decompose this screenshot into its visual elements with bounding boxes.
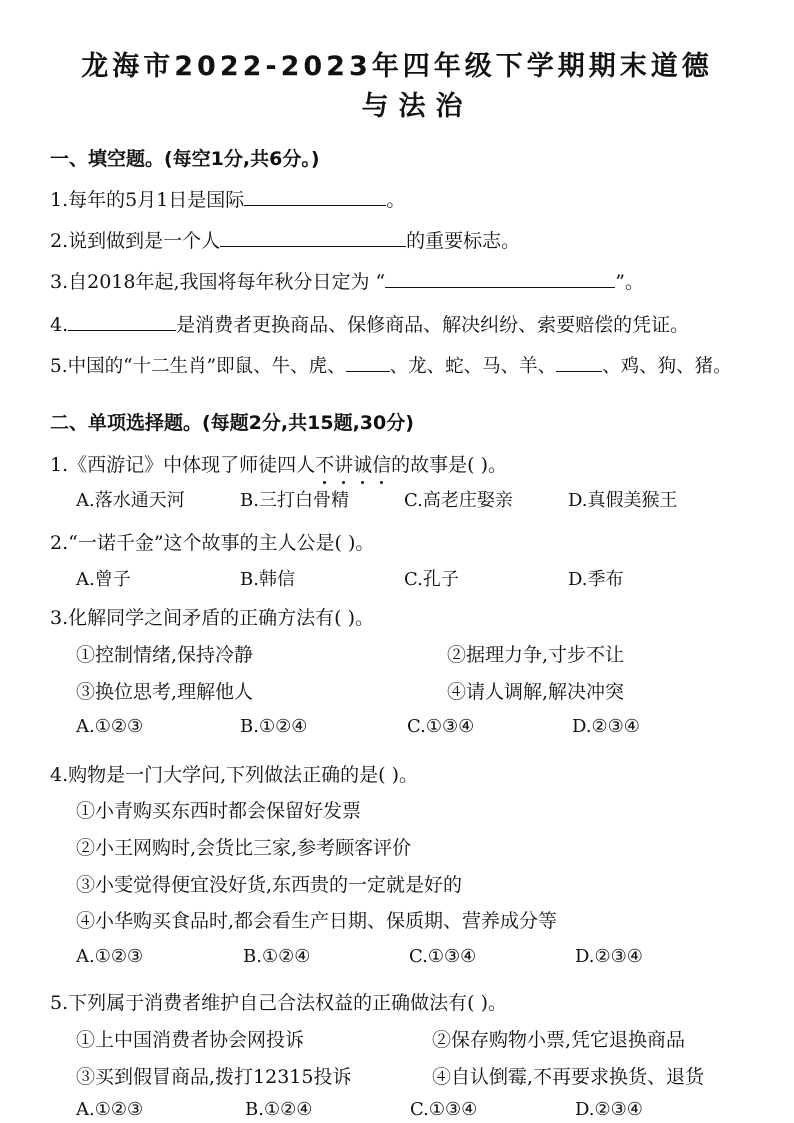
statement-item: ④自认倒霉,不再要求换货、退货 [432, 1066, 705, 1088]
choice-question-1-options [0, 486, 794, 510]
statement-item: ②小王网购时,会货比三家,参考顾客评价 [76, 837, 412, 859]
q4-text-before: 4. [50, 314, 69, 336]
option-b[interactable]: B.韩信 [240, 569, 295, 590]
statement-item: ①小青购买东西时都会保留好发票 [76, 800, 362, 822]
emphasis-dot [380, 481, 383, 484]
choice-question-5-stem: 5.下列属于消费者维护自己合法权益的正确做法有( )。 [50, 992, 507, 1014]
answer-blank[interactable] [220, 227, 406, 247]
option-b[interactable]: B.①②④ [240, 716, 308, 737]
statement-item: ①控制情绪,保持冷静 [76, 644, 254, 666]
option-b[interactable]: B.三打白骨精 [240, 490, 349, 511]
statement-item: ②据理力争,寸步不让 [447, 644, 625, 666]
exam-title-line1: 龙海市2022-2023年四年级下学期期末道德 [81, 51, 713, 82]
option-a[interactable]: A.①②③ [76, 1099, 144, 1120]
fill-question-5 [50, 352, 732, 378]
option-d[interactable]: D.②③④ [575, 946, 643, 967]
choice-question-3-stem: 3.化解同学之间矛盾的正确方法有( )。 [50, 607, 374, 629]
choice-question-2-stem: 2.“一诺千金”这个故事的主人公是( )。 [50, 532, 375, 554]
section1-heading: 一、填空题。(每空1分,共6分。) [50, 148, 320, 170]
statement-item: ③换位思考,理解他人 [76, 681, 254, 703]
option-d[interactable]: D.②③④ [575, 1099, 643, 1120]
option-c[interactable]: C.高老庄娶亲 [404, 490, 513, 511]
choice-question-2-options [0, 565, 794, 589]
emphasis-dot [323, 481, 326, 484]
answer-blank[interactable] [385, 268, 615, 288]
emphasis-words: 不讲诚信 [315, 454, 392, 476]
option-c[interactable]: C.孔子 [404, 569, 459, 590]
fill-question-3 [50, 267, 644, 294]
q3-text-before: 3.自2018年起,我国将每年秋分日定为 “ [50, 271, 386, 293]
option-a[interactable]: A.曾子 [76, 569, 131, 590]
choice-question-3-options [0, 716, 794, 740]
fill-question-2 [50, 226, 520, 253]
option-a[interactable]: A.①②③ [76, 946, 144, 967]
statement-item: ④小华购买食品时,都会看生产日期、保质期、营养成分等 [76, 910, 558, 932]
choice-question-1-stem [50, 450, 507, 477]
option-d[interactable]: D.真假美猴王 [568, 490, 678, 511]
option-a[interactable]: A.①②③ [76, 716, 144, 737]
answer-blank[interactable] [556, 352, 602, 372]
q3-text-after: ”。 [615, 271, 644, 293]
option-d[interactable]: D.季布 [568, 569, 624, 590]
fill-question-4 [50, 310, 689, 337]
stem-text: 1.《西游记》中体现了师徒四人 [50, 454, 316, 476]
statement-item: ①上中国消费者协会网投诉 [76, 1029, 305, 1051]
option-b[interactable]: B.①②④ [243, 946, 311, 967]
statement-item: ③小雯觉得便宜没好货,东西贵的一定就是好的 [76, 874, 463, 896]
emphasis-dot [361, 481, 364, 484]
option-a[interactable]: A.落水通天河 [76, 490, 185, 511]
section2-heading: 二、单项选择题。(每题2分,共15题,30分) [50, 412, 414, 434]
emphasized-text [315, 454, 391, 476]
q5-text-before: 5.中国的“十二生肖”即鼠、牛、虎、 [50, 356, 346, 377]
choice-question-5-options [0, 1099, 794, 1123]
choice-question-4-options [0, 946, 794, 970]
exam-title-line2: 与法治 [361, 91, 473, 122]
choice-question-4-stem: 4.购物是一门大学问,下列做法正确的是( )。 [50, 764, 419, 786]
option-c[interactable]: C.①③④ [407, 716, 475, 737]
option-c[interactable]: C.①③④ [409, 946, 477, 967]
emphasis-dot [342, 481, 345, 484]
q5-text-middle: 、龙、蛇、马、羊、 [389, 356, 557, 377]
q1-text-after: 。 [386, 189, 406, 211]
option-d[interactable]: D.②③④ [572, 716, 640, 737]
fill-question-1 [50, 185, 405, 212]
option-c[interactable]: C.①③④ [410, 1099, 478, 1120]
q1-text-before: 1.每年的5月1日是国际 [50, 189, 245, 211]
statement-item: ③买到假冒商品,拨打12315投诉 [76, 1066, 352, 1088]
answer-blank[interactable] [68, 311, 176, 331]
option-b[interactable]: B.①②④ [245, 1099, 313, 1120]
statement-item: ④请人调解,解决冲突 [447, 681, 625, 703]
answer-blank[interactable] [346, 352, 390, 372]
q2-text-after: 的重要标志。 [406, 230, 521, 252]
statement-item: ②保存购物小票,凭它退换商品 [432, 1029, 686, 1051]
q4-text-after: 是消费者更换商品、保修商品、解决纠纷、索要赔偿的凭证。 [176, 314, 690, 336]
q5-text-after: 、鸡、狗、猪。 [602, 356, 732, 377]
answer-blank[interactable] [244, 186, 386, 206]
q2-text-before: 2.说到做到是一个人 [50, 230, 221, 252]
stem-text: 的故事是( )。 [391, 454, 508, 476]
